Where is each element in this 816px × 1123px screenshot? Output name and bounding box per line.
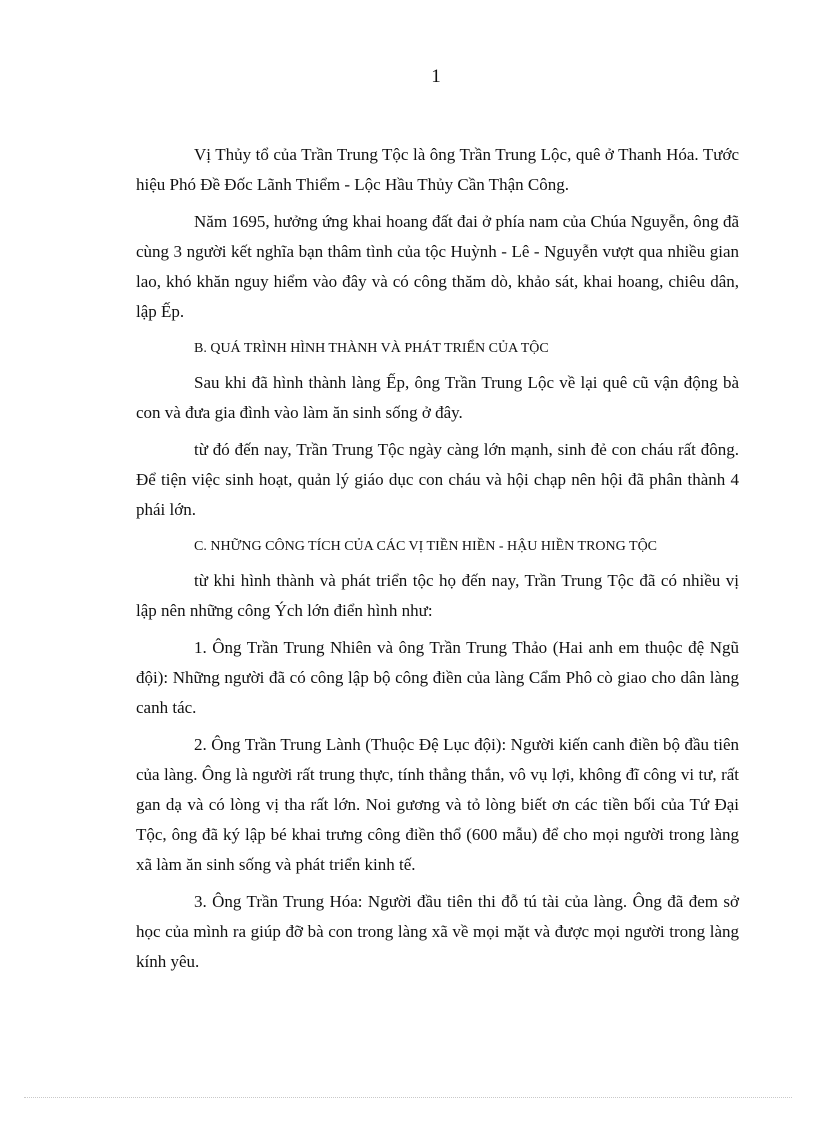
list-item-3: 3. Ông Trần Trung Hóa: Người đầu tiên thi đỗ tú tài của làng. Ông đã đem sở học của mình ra giúp đỡ bà con trong làng xã về mọi mặt và được mọi người trong làng kính yêu. xyxy=(136,892,739,971)
section-heading-b: B. QUÁ TRÌNH HÌNH THÀNH VÀ PHÁT TRIỂN CỦA TỘC xyxy=(194,341,549,356)
section-heading-c: C. NHỮNG CÔNG TÍCH CỦA CÁC VỊ TIỀN HIỀN - HẬU HIỀN TRONG TỘC xyxy=(194,539,658,554)
page-number: 1 xyxy=(431,66,441,87)
page-bottom-divider xyxy=(24,1097,792,1098)
paragraph-founder: Vị Thủy tổ của Trần Trung Tộc là ông Trần Trung Lộc, quê ở Thanh Hóa. Tước hiệu Phó Đề Đốc Lãnh Thiểm - Lộc Hầu Thủy Cần Thận Công. xyxy=(136,145,739,194)
paragraph-achievements-intro: từ khi hình thành và phát triển tộc họ đến nay, Trần Trung Tộc đã có nhiều vị lập nên những công Ých lớn điển hình như: xyxy=(136,571,739,620)
paragraph-settlement: Năm 1695, hưởng ứng khai hoang đất đai ở phía nam của Chúa Nguyễn, ông đã cùng 3 người kết nghĩa bạn thâm tình của tộc Huỳnh - Lê - Nguyễn vượt qua nhiều gian lao, khó khăn nguy hiểm vào đây và có công thăm dò, khảo sát, khai hoang, chiêu dân, lập Ếp. xyxy=(136,212,739,321)
list-item-1: 1. Ông Trần Trung Nhiên và ông Trần Trung Thảo (Hai anh em thuộc đệ Ngũ đội): Những người đã có công lập bộ công điền của làng Cẩm Phô cò giao cho dân làng canh tác. xyxy=(136,638,739,717)
list-item-2: 2. Ông Trần Trung Lành (Thuộc Đệ Lục đội): Người kiến canh điền bộ đầu tiên của làng. Ông là người rất trung thực, tính thẳng thắn, vô vụ lợi, không đĩ công vi tư, rất gan dạ và có lòng vị tha rất lớn. Noi gương và tỏ lòng biết ơn các tiền bối của Tứ Đại Tộc, ông đã ký lập bé khai trưng công điền thổ (600 mẫu) để cho mọi người trong làng xã làm ăn sinh sống và phát triển kinh tế. xyxy=(136,735,739,874)
paragraph-village-formation: Sau khi đã hình thành làng Ếp, ông Trần Trung Lộc về lại quê cũ vận động bà con và đưa gia đình vào làm ăn sinh sống ở đây. xyxy=(136,373,739,422)
document-body xyxy=(136,140,739,984)
paragraph-branches: từ đó đến nay, Trần Trung Tộc ngày càng lớn mạnh, sinh đẻ con cháu rất đông. Để tiện việc sinh hoạt, quản lý giáo dục con cháu và hội chạp nên hội đã phân thành 4 phái lớn. xyxy=(136,440,739,519)
